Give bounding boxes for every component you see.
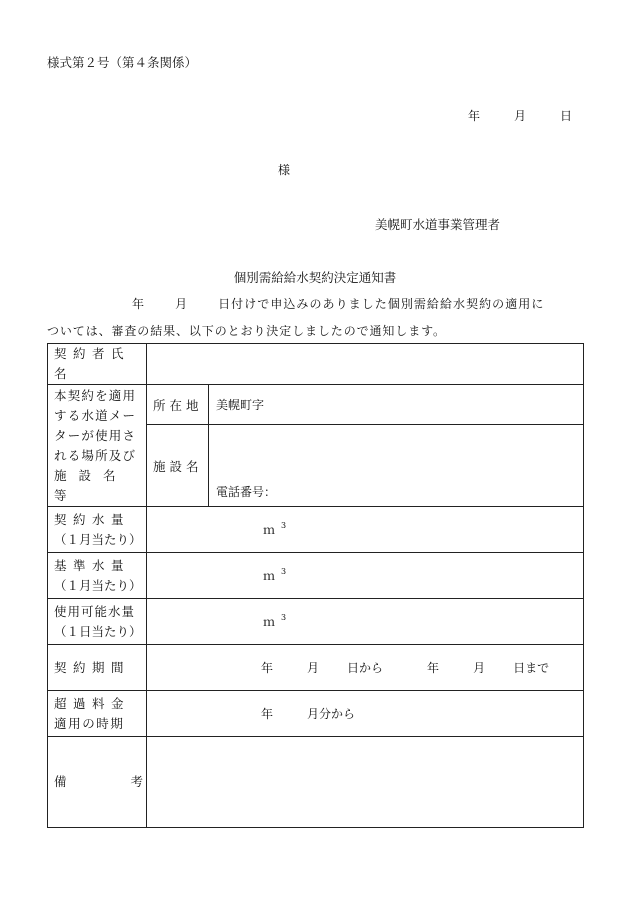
period-month-2: 月 — [473, 661, 486, 675]
period-label: 契約期間 — [48, 645, 147, 691]
row-excess-charge — [48, 691, 584, 737]
remarks-value[interactable] — [147, 737, 584, 828]
remarks-label: 備 考 — [48, 737, 147, 828]
unit-m: ｍ — [263, 615, 276, 629]
addressee-suffix: 様 — [278, 163, 291, 177]
body-month: 月 — [175, 297, 189, 311]
contract-form-table — [47, 343, 584, 828]
place-label-line-5: 施設名等 — [54, 467, 128, 503]
unit-m: ｍ — [263, 569, 276, 583]
form-number: 様式第２号（第４条関係） — [47, 55, 198, 70]
contractor-name-label: 契約者氏名 — [48, 344, 147, 385]
facility-label: 施設名 — [147, 425, 209, 507]
period-day-1: 日から — [347, 661, 384, 675]
location-value[interactable]: 美幌町字 — [209, 385, 584, 425]
period-year-2: 年 — [427, 661, 440, 675]
row-location — [48, 385, 584, 425]
excess-label: 超過料金 適用の時期 — [48, 691, 147, 737]
unit-sup: 3 — [281, 613, 287, 622]
date-month: 月 — [513, 109, 526, 123]
phone-label: 電話番号： — [216, 485, 277, 499]
body-line-1-text: 日付けで申込みのありました個別需給給水契約の適用に — [218, 297, 545, 311]
contract-volume-label: 契約水量 （１月当たり） — [48, 507, 147, 553]
place-label — [48, 385, 147, 507]
location-label: 所在地 — [147, 385, 209, 425]
excess-month: 月分から — [307, 707, 356, 721]
row-remarks — [48, 737, 584, 828]
document-title: 個別需給給水契約決定通知書 — [233, 270, 397, 285]
place-label-line-1: 本契約を適用 — [54, 387, 137, 403]
standard-volume-value[interactable] — [147, 553, 584, 599]
date-year: 年 — [467, 109, 480, 123]
body-line-2: ついては、審査の結果、以下のとおり決定しましたので通知します。 — [47, 324, 446, 338]
place-label-line-4: れる場所及び — [54, 447, 137, 463]
place-label-line-2: する水道メー — [54, 407, 137, 423]
facility-value[interactable] — [209, 425, 584, 507]
body-year: 年 — [132, 297, 146, 311]
period-value[interactable] — [147, 645, 584, 691]
excess-value[interactable] — [147, 691, 584, 737]
period-month-1: 月 — [307, 661, 320, 675]
period-day-2: 日まで — [513, 661, 550, 675]
row-usable-volume — [48, 599, 584, 645]
usable-volume-value[interactable] — [147, 599, 584, 645]
period-year-1: 年 — [261, 661, 274, 675]
standard-volume-label: 基準水量 （１月当たり） — [48, 553, 147, 599]
place-label-line-3: ターが使用さ — [54, 427, 137, 443]
date-day: 日 — [559, 109, 572, 123]
row-contractor-name — [48, 344, 584, 385]
row-contract-volume — [48, 507, 584, 553]
date-line — [468, 107, 572, 124]
contract-volume-value[interactable] — [147, 507, 584, 553]
usable-volume-label: 使用可能水量 （１日当たり） — [48, 599, 147, 645]
unit-sup: 3 — [281, 567, 287, 576]
body-line-1 — [48, 295, 544, 312]
contractor-name-value[interactable] — [147, 344, 584, 385]
row-contract-period — [48, 645, 584, 691]
unit-sup: 3 — [281, 521, 287, 530]
unit-m: ｍ — [263, 523, 276, 537]
issuer: 美幌町水道事業管理者 — [375, 217, 501, 232]
row-standard-volume — [48, 553, 584, 599]
excess-year: 年 — [261, 707, 274, 721]
